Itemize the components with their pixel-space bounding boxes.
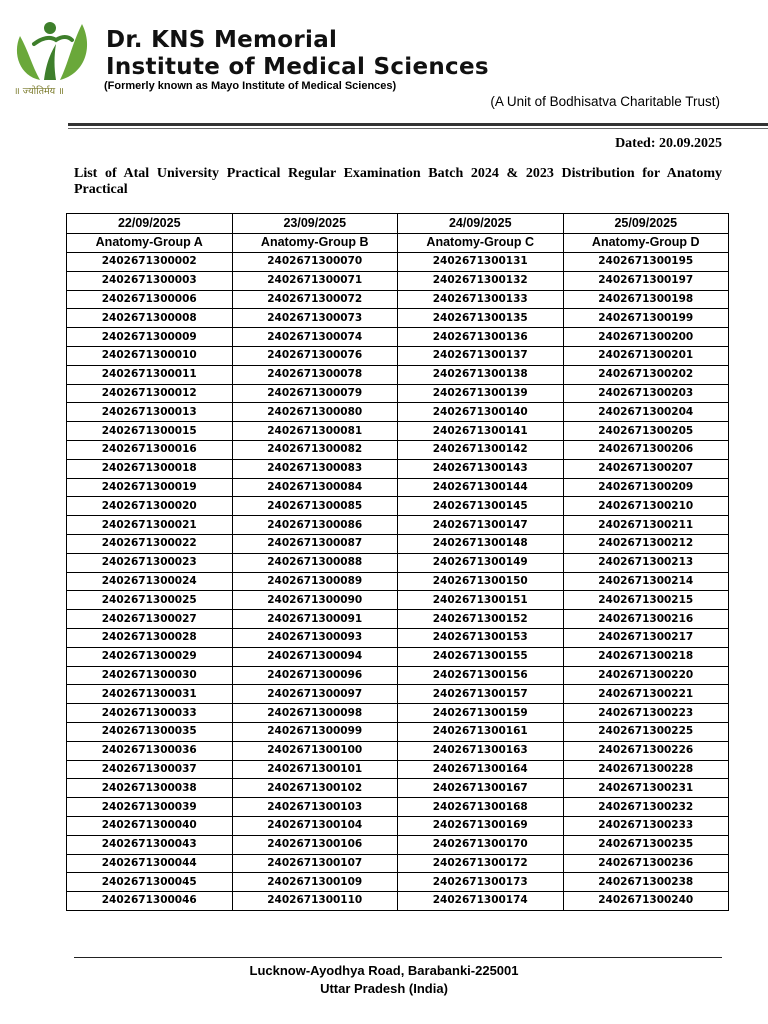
table-row — [67, 516, 729, 535]
document-date: Dated: 20.09.2025 — [615, 136, 722, 151]
table-row — [67, 798, 729, 817]
roll-number-cell: 2402671300099 — [232, 722, 398, 741]
roll-number-cell: 2402671300156 — [398, 666, 564, 685]
roll-number-cell: 2402671300137 — [398, 346, 564, 365]
roll-number-cell: 2402671300220 — [563, 666, 729, 685]
roll-number-cell: 2402671300084 — [232, 478, 398, 497]
table-row — [67, 647, 729, 666]
table-row — [67, 741, 729, 760]
roll-number-cell: 2402671300150 — [398, 572, 564, 591]
table-row — [67, 403, 729, 422]
group-header: Anatomy-Group B — [232, 233, 398, 253]
document-title: List of Atal University Practical Regular Examination Batch 2024 & 2023 Distribution for Anatomy Practical — [74, 166, 722, 197]
roll-number-cell: 2402671300009 — [67, 328, 233, 347]
roll-number-cell: 2402671300103 — [232, 798, 398, 817]
roll-number-cell: 2402671300161 — [398, 722, 564, 741]
roll-number-cell: 2402671300205 — [563, 422, 729, 441]
footer-divider — [74, 957, 722, 958]
table-row — [67, 760, 729, 779]
roll-number-cell: 2402671300153 — [398, 628, 564, 647]
roll-number-cell: 2402671300012 — [67, 384, 233, 403]
date-header-row — [67, 214, 729, 234]
roll-number-cell: 2402671300206 — [563, 440, 729, 459]
roll-number-cell: 2402671300029 — [67, 647, 233, 666]
roll-number-cell: 2402671300102 — [232, 779, 398, 798]
roll-number-cell: 2402671300228 — [563, 760, 729, 779]
roll-number-cell: 2402671300198 — [563, 290, 729, 309]
roll-number-cell: 2402671300003 — [67, 271, 233, 290]
logo-leaf-right — [60, 24, 87, 80]
roll-number-cell: 2402671300135 — [398, 309, 564, 328]
roll-number-cell: 2402671300088 — [232, 553, 398, 572]
table-row — [67, 346, 729, 365]
roll-number-cell: 2402671300207 — [563, 459, 729, 478]
date-header: 23/09/2025 — [232, 214, 398, 234]
roll-number-cell: 2402671300046 — [67, 892, 233, 911]
table-row — [67, 873, 729, 892]
roll-number-cell: 2402671300040 — [67, 816, 233, 835]
roll-number-cell: 2402671300232 — [563, 798, 729, 817]
roll-number-cell: 2402671300045 — [67, 873, 233, 892]
roll-number-cell: 2402671300223 — [563, 704, 729, 723]
roll-number-cell: 2402671300101 — [232, 760, 398, 779]
roll-number-cell: 2402671300169 — [398, 816, 564, 835]
roll-number-cell: 2402671300039 — [67, 798, 233, 817]
table-row — [67, 591, 729, 610]
table-row — [67, 440, 729, 459]
roll-number-cell: 2402671300078 — [232, 365, 398, 384]
roll-number-cell: 2402671300236 — [563, 854, 729, 873]
roll-number-cell: 2402671300159 — [398, 704, 564, 723]
table-row — [67, 628, 729, 647]
roll-number-cell: 2402671300138 — [398, 365, 564, 384]
table-row — [67, 478, 729, 497]
table-row — [67, 497, 729, 516]
roll-number-cell: 2402671300235 — [563, 835, 729, 854]
roll-number-cell: 2402671300221 — [563, 685, 729, 704]
roll-number-cell: 2402671300155 — [398, 647, 564, 666]
roll-number-cell: 2402671300149 — [398, 553, 564, 572]
table-row — [67, 854, 729, 873]
roll-number-cell: 2402671300173 — [398, 873, 564, 892]
roll-number-cell: 2402671300202 — [563, 365, 729, 384]
roll-number-cell: 2402671300195 — [563, 253, 729, 272]
roll-number-cell: 2402671300131 — [398, 253, 564, 272]
address-line2: Uttar Pradesh (India) — [320, 981, 448, 996]
table-row — [67, 685, 729, 704]
roll-number-cell: 2402671300100 — [232, 741, 398, 760]
roll-number-cell: 2402671300148 — [398, 534, 564, 553]
logo-arms — [34, 37, 72, 44]
address-line1: Lucknow-Ayodhya Road, Barabanki-225001 — [249, 963, 519, 978]
roll-number-cell: 2402671300018 — [67, 459, 233, 478]
roll-number-cell: 2402671300038 — [67, 779, 233, 798]
roll-number-cell: 2402671300139 — [398, 384, 564, 403]
roll-number-cell: 2402671300074 — [232, 328, 398, 347]
group-header: Anatomy-Group A — [67, 233, 233, 253]
roll-number-cell: 2402671300210 — [563, 497, 729, 516]
roll-number-cell: 2402671300096 — [232, 666, 398, 685]
roll-number-cell: 2402671300025 — [67, 591, 233, 610]
roll-number-cell: 2402671300022 — [67, 534, 233, 553]
table-row — [67, 572, 729, 591]
table-row — [67, 290, 729, 309]
table-row — [67, 892, 729, 911]
footer-address — [0, 962, 768, 998]
roll-number-cell: 2402671300098 — [232, 704, 398, 723]
roll-number-cell: 2402671300094 — [232, 647, 398, 666]
group-header: Anatomy-Group D — [563, 233, 729, 253]
roll-number-cell: 2402671300083 — [232, 459, 398, 478]
trust-unit-note: (A Unit of Bodhisatva Charitable Trust) — [490, 94, 720, 109]
roll-number-cell: 2402671300071 — [232, 271, 398, 290]
roll-number-cell: 2402671300019 — [67, 478, 233, 497]
roll-number-cell: 2402671300203 — [563, 384, 729, 403]
roll-number-cell: 2402671300023 — [67, 553, 233, 572]
roll-number-cell: 2402671300008 — [67, 309, 233, 328]
roll-number-cell: 2402671300080 — [232, 403, 398, 422]
formerly-known-note: (Formerly known as Mayo Institute of Medical Sciences) — [104, 80, 397, 92]
roll-number-cell: 2402671300151 — [398, 591, 564, 610]
table-row — [67, 309, 729, 328]
date-header: 24/09/2025 — [398, 214, 564, 234]
roll-number-cell: 2402671300147 — [398, 516, 564, 535]
roll-number-cell: 2402671300087 — [232, 534, 398, 553]
motto: ॥ ज्योतिर्मय ॥ — [14, 86, 64, 97]
roll-number-cell: 2402671300152 — [398, 610, 564, 629]
roll-number-cell: 2402671300044 — [67, 854, 233, 873]
header-divider — [68, 123, 768, 126]
table-row — [67, 553, 729, 572]
roll-number-cell: 2402671300110 — [232, 892, 398, 911]
roll-number-cell: 2402671300226 — [563, 741, 729, 760]
table-row — [67, 722, 729, 741]
roll-number-cell: 2402671300090 — [232, 591, 398, 610]
roll-number-cell: 2402671300011 — [67, 365, 233, 384]
roll-number-cell: 2402671300215 — [563, 591, 729, 610]
roll-number-cell: 2402671300109 — [232, 873, 398, 892]
table-row — [67, 534, 729, 553]
group-header: Anatomy-Group C — [398, 233, 564, 253]
roll-number-cell: 2402671300209 — [563, 478, 729, 497]
roll-number-cell: 2402671300168 — [398, 798, 564, 817]
roll-number-cell: 2402671300020 — [67, 497, 233, 516]
roll-number-cell: 2402671300013 — [67, 403, 233, 422]
roll-number-cell: 2402671300030 — [67, 666, 233, 685]
header-divider-thin — [68, 128, 768, 129]
roll-number-cell: 2402671300104 — [232, 816, 398, 835]
table-row — [67, 779, 729, 798]
date-header: 25/09/2025 — [563, 214, 729, 234]
roll-number-cell: 2402671300140 — [398, 403, 564, 422]
roll-number-cell: 2402671300037 — [67, 760, 233, 779]
roll-number-cell: 2402671300204 — [563, 403, 729, 422]
roll-number-cell: 2402671300010 — [67, 346, 233, 365]
table-row — [67, 816, 729, 835]
roll-number-cell: 2402671300212 — [563, 534, 729, 553]
roll-number-cell: 2402671300145 — [398, 497, 564, 516]
roll-number-cell: 2402671300089 — [232, 572, 398, 591]
roll-number-cell: 2402671300240 — [563, 892, 729, 911]
roll-number-cell: 2402671300174 — [398, 892, 564, 911]
roll-number-cell: 2402671300142 — [398, 440, 564, 459]
roll-number-cell: 2402671300035 — [67, 722, 233, 741]
roll-number-cell: 2402671300157 — [398, 685, 564, 704]
roll-number-cell: 2402671300197 — [563, 271, 729, 290]
roll-number-cell: 2402671300082 — [232, 440, 398, 459]
roll-number-cell: 2402671300085 — [232, 497, 398, 516]
roll-number-cell: 2402671300214 — [563, 572, 729, 591]
institute-name-line2: Institute of Medical Sciences — [106, 54, 489, 80]
roll-number-cell: 2402671300201 — [563, 346, 729, 365]
roll-number-cell: 2402671300199 — [563, 309, 729, 328]
roll-number-cell: 2402671300081 — [232, 422, 398, 441]
roll-number-cell: 2402671300144 — [398, 478, 564, 497]
roll-number-cell: 2402671300218 — [563, 647, 729, 666]
distribution-table — [66, 213, 729, 911]
table-row — [67, 704, 729, 723]
table-row — [67, 271, 729, 290]
roll-number-cell: 2402671300107 — [232, 854, 398, 873]
roll-number-cell: 2402671300136 — [398, 328, 564, 347]
roll-number-cell: 2402671300133 — [398, 290, 564, 309]
roll-number-cell: 2402671300097 — [232, 685, 398, 704]
roll-number-cell: 2402671300143 — [398, 459, 564, 478]
roll-number-cell: 2402671300093 — [232, 628, 398, 647]
roll-number-cell: 2402671300006 — [67, 290, 233, 309]
roll-number-cell: 2402671300132 — [398, 271, 564, 290]
roll-number-cell: 2402671300170 — [398, 835, 564, 854]
table-row — [67, 835, 729, 854]
group-header-row — [67, 233, 729, 253]
roll-number-cell: 2402671300079 — [232, 384, 398, 403]
logo-head — [44, 22, 56, 34]
roll-number-cell: 2402671300225 — [563, 722, 729, 741]
roll-number-cell: 2402671300213 — [563, 553, 729, 572]
table-row — [67, 459, 729, 478]
roll-number-cell: 2402671300163 — [398, 741, 564, 760]
roll-number-cell: 2402671300015 — [67, 422, 233, 441]
table-row — [67, 253, 729, 272]
roll-number-cell: 2402671300216 — [563, 610, 729, 629]
table-row — [67, 328, 729, 347]
roll-number-cell: 2402671300141 — [398, 422, 564, 441]
roll-number-cell: 2402671300172 — [398, 854, 564, 873]
roll-number-cell: 2402671300231 — [563, 779, 729, 798]
table-body — [67, 253, 729, 911]
roll-number-cell: 2402671300036 — [67, 741, 233, 760]
date-header: 22/09/2025 — [67, 214, 233, 234]
roll-number-cell: 2402671300033 — [67, 704, 233, 723]
roll-number-cell: 2402671300028 — [67, 628, 233, 647]
logo-stem — [44, 44, 56, 80]
roll-number-cell: 2402671300233 — [563, 816, 729, 835]
roll-number-cell: 2402671300238 — [563, 873, 729, 892]
institute-name-line1: Dr. KNS Memorial — [106, 27, 338, 53]
table-row — [67, 365, 729, 384]
roll-number-cell: 2402671300211 — [563, 516, 729, 535]
table-row — [67, 666, 729, 685]
roll-number-cell: 2402671300070 — [232, 253, 398, 272]
roll-number-cell: 2402671300016 — [67, 440, 233, 459]
table-row — [67, 610, 729, 629]
roll-number-cell: 2402671300043 — [67, 835, 233, 854]
roll-number-cell: 2402671300027 — [67, 610, 233, 629]
roll-number-cell: 2402671300073 — [232, 309, 398, 328]
roll-number-cell: 2402671300217 — [563, 628, 729, 647]
roll-number-cell: 2402671300002 — [67, 253, 233, 272]
roll-number-cell: 2402671300106 — [232, 835, 398, 854]
roll-number-cell: 2402671300164 — [398, 760, 564, 779]
roll-number-cell: 2402671300091 — [232, 610, 398, 629]
roll-number-cell: 2402671300031 — [67, 685, 233, 704]
roll-number-cell: 2402671300024 — [67, 572, 233, 591]
roll-number-cell: 2402671300076 — [232, 346, 398, 365]
roll-number-cell: 2402671300086 — [232, 516, 398, 535]
roll-number-cell: 2402671300167 — [398, 779, 564, 798]
roll-number-cell: 2402671300200 — [563, 328, 729, 347]
table-row — [67, 384, 729, 403]
roll-number-cell: 2402671300072 — [232, 290, 398, 309]
roll-number-cell: 2402671300021 — [67, 516, 233, 535]
table-row — [67, 422, 729, 441]
